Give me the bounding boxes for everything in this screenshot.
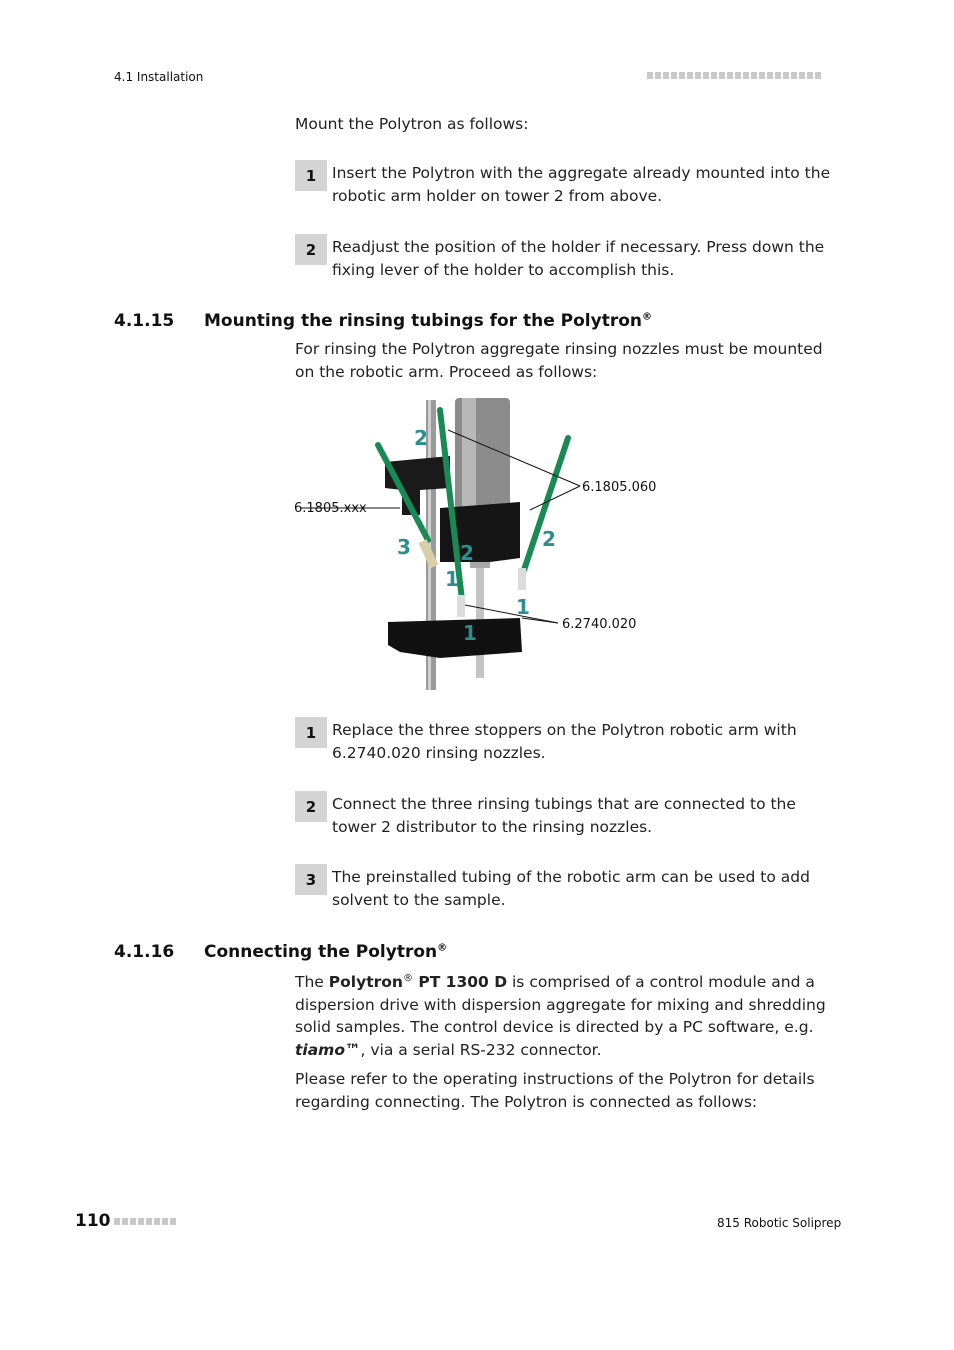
decorative-square <box>671 72 677 79</box>
decorative-square <box>146 1218 152 1225</box>
nozzle <box>457 595 465 617</box>
section-heading-4-1-15 <box>114 311 652 331</box>
section-heading-4-1-16 <box>114 942 447 962</box>
label-tubing-060: 6.1805.060 <box>582 480 657 495</box>
section-15-text: For rinsing the Polytron aggregate rinsing nozzles must be mounted on the robotic arm. Proceed as follows: <box>295 340 823 381</box>
callout-number: 1 <box>516 595 530 619</box>
step-number: 3 <box>295 864 327 895</box>
page-number: 110 <box>75 1211 111 1231</box>
step-text: The preinstalled tubing of the robotic arm can be used to add solvent to the sample. <box>332 868 810 909</box>
decorative-square <box>138 1218 144 1225</box>
product-model: PT 1300 D <box>412 973 508 992</box>
rinsing-tubings-figure <box>290 390 690 690</box>
callout-number: 1 <box>463 621 477 645</box>
step-text: Insert the Polytron with the aggregate already mounted into the robotic arm holder on tower 2 from above. <box>332 164 831 205</box>
decorative-square <box>655 72 661 79</box>
step-number: 1 <box>295 160 327 191</box>
callout-number: 2 <box>414 426 428 450</box>
software-name: tiamo™ <box>295 1040 361 1059</box>
decorative-square <box>751 72 757 79</box>
step-number: 2 <box>295 791 327 822</box>
decorative-square <box>114 1218 120 1225</box>
decorative-square <box>783 72 789 79</box>
decorative-square <box>647 72 653 79</box>
section-number: 4.1.16 <box>114 942 175 962</box>
decorative-square <box>743 72 749 79</box>
decorative-square <box>727 72 733 79</box>
decorative-square <box>663 72 669 79</box>
decorative-square <box>687 72 693 79</box>
decorative-square <box>767 72 773 79</box>
step-text: Connect the three rinsing tubings that are connected to the tower 2 distributor to the rinsing nozzles. <box>332 795 796 836</box>
header-section: 4.1 Installation <box>114 70 204 84</box>
step-text: Readjust the position of the holder if necessary. Press down the fixing lever of the holder to accomplish this. <box>332 238 825 279</box>
footer-decoration <box>114 1218 176 1225</box>
section-16-paragraph-1: The Polytron® PT 1300 D is comprised of a control module and a dispersion drive with dispersion aggregate for mixing and shredding solid samples. The control device is directed by a PC software, e.g. tiamo™, via a serial RS-232 connector. <box>295 973 826 1059</box>
decorative-square <box>130 1218 136 1225</box>
intro-text: Mount the Polytron as follows: <box>295 115 529 133</box>
registered-mark: ® <box>642 311 652 323</box>
decorative-square <box>799 72 805 79</box>
lower-holder <box>388 618 522 658</box>
decorative-square <box>711 72 717 79</box>
callout-number: 3 <box>397 535 411 559</box>
section-title: Connecting the Polytron <box>204 942 438 962</box>
decorative-square <box>695 72 701 79</box>
decorative-square <box>815 72 821 79</box>
decorative-square <box>170 1218 176 1225</box>
header-decoration <box>647 72 829 80</box>
decorative-square <box>735 72 741 79</box>
product-name: Polytron <box>328 973 403 992</box>
decorative-square <box>703 72 709 79</box>
registered-mark: ® <box>437 942 448 954</box>
step-text: Replace the three stoppers on the Polytron robotic arm with 6.2740.020 rinsing nozzles. <box>332 721 797 762</box>
label-tubing-xxx: 6.1805.xxx <box>294 501 367 516</box>
decorative-square <box>122 1218 128 1225</box>
callout-number: 2 <box>542 527 556 551</box>
upper-holder <box>385 456 450 515</box>
decorative-square <box>162 1218 168 1225</box>
polytron-illustration <box>290 390 690 690</box>
decorative-square <box>679 72 685 79</box>
decorative-square <box>807 72 813 79</box>
section-title: Mounting the rinsing tubings for the Polytron <box>204 311 642 331</box>
step-number: 1 <box>295 717 327 748</box>
nozzle <box>518 568 526 590</box>
callout-number: 2 <box>460 541 474 565</box>
footer-product: 815 Robotic Soliprep <box>717 1216 842 1230</box>
decorative-square <box>791 72 797 79</box>
decorative-square <box>719 72 725 79</box>
decorative-square <box>775 72 781 79</box>
section-number: 4.1.15 <box>114 311 175 331</box>
step-number: 2 <box>295 234 327 265</box>
decorative-square <box>154 1218 160 1225</box>
section-16-paragraph-2: Please refer to the operating instructions of the Polytron for details regarding connecting. The Polytron is connected as follows: <box>295 1070 815 1111</box>
decorative-square <box>759 72 765 79</box>
callout-number: 1 <box>445 567 459 591</box>
label-nozzle-020: 6.2740.020 <box>562 617 637 632</box>
